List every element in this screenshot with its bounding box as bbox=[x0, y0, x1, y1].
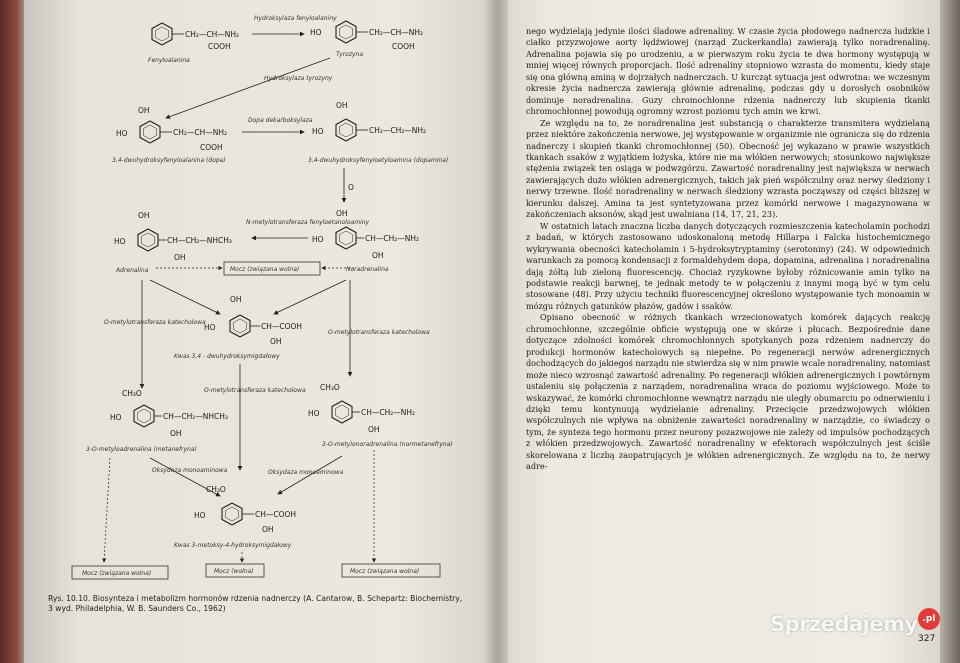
dopa-ho: HO bbox=[116, 129, 128, 138]
dhma-ho: HO bbox=[204, 323, 216, 332]
dhma-label: Kwas 3,4 - dwuhydroksymigdałowy bbox=[174, 353, 280, 360]
enzyme-comt-right: O-metylotransferaza katecholowa bbox=[328, 329, 430, 336]
noradrenaline-oh-chain: OH bbox=[372, 251, 384, 260]
vma-structure bbox=[174, 485, 296, 549]
enzyme-dopa-decarboxylase: Dopa dekarboksylaza bbox=[248, 117, 313, 124]
metanephrine-structure bbox=[86, 389, 228, 453]
normetanephrine-oh-chain: OH bbox=[368, 425, 380, 434]
adrenaline-label: Adrenalina bbox=[116, 267, 149, 274]
metanephrine-ho: HO bbox=[110, 413, 122, 422]
metanephrine-label: 3-O-metyloadrenalina (metanefryna) bbox=[86, 446, 197, 453]
vma-label: Kwas 3-metoksy-4-hydroksymigdałowy bbox=[174, 542, 292, 549]
tyrosine-label: Tyrozyna bbox=[336, 51, 364, 58]
metanephrine-oh-chain: OH bbox=[170, 429, 182, 438]
figure-caption: Rys. 10.10. Biosynteza i metabolizm hormonów rdzenia nadnerczy (A. Cantarow, B. Schepartz: Biochemistry, 3 wyd. Philadelphia, W. B. Saunders Co., 1962) bbox=[48, 594, 463, 613]
right-page-text bbox=[526, 26, 930, 473]
normetanephrine-chain: CH—CH₂—NH₂ bbox=[361, 408, 416, 417]
dopamine-label: 3,4-dwuhydroksyfenyloetyloamina (dopamina) bbox=[308, 157, 449, 164]
enzyme-mao-left: Oksydaza monoaminowa bbox=[152, 467, 228, 474]
enzyme-n-methyltransferase: N-metylotransferaza fenyloetanoloaminy bbox=[246, 219, 370, 226]
phenylalanine-cooh: COOH bbox=[208, 42, 231, 51]
dopa-structure bbox=[112, 106, 227, 164]
paragraph: Opisano obecność w różnych tkankach wrzecionowatych komórek dających reakcję chromochłonne, szczególnie obficie występują one w skórze i płucach. Bezpośrednie dane dotyczące zdolności komórek chromochłonnych spotykanych poza rdzeniem nadnerczy do produkcji hormonów katecholowych są niepełne. Po regeneracji nerwów adrenergicznych dochodzących do jakiegoś narządu nie stwierdza się w nim prawie wcale noradrenaliny, natomiast może nieco wzrosnąć zawartość adrenaliny. Po regeneracji włókien adrenergicznych i powtórnym ustaleniu się połączenia z narządem, noradrenalina wraca do poziomu wyjściowego. Może to wskazywać, że komórki chromochłonne wewnątrz narządu nie uległy obumarciu po odnerwieniu i dzięki temu kontynuują wydzielanie adrenaliny. Przecięcie przedzwojowych włókien współczulnych nie wpływa na obniżenie zawartości noradrenaliny w narządzie, co świadczy o tym, że synteza tego hormonu przez neurony pozazwojowe nie zależy od impulsów pochodzących z włókien przedzwojowych. Zawartość noradrenaliny w efektorach współczulnych jest ściśle skorelowana z liczbą zaopatrujących je włókien adrenergicznych. Ze względu na to, że nerwy adre- bbox=[526, 312, 930, 472]
adrenaline-oh-chain: OH bbox=[174, 253, 186, 262]
urine-box-center: Mocz (wolna) bbox=[214, 568, 254, 575]
dopamine-oh-top: OH bbox=[336, 101, 348, 110]
tyrosine-structure bbox=[310, 21, 423, 58]
normetanephrine-ch3o: CH₃O bbox=[320, 383, 340, 392]
paragraph: Ze względu na to, że noradrenalina jest substancją o charakterze transmitera wydzielaną przez niektóre zakończenia nerwowe, jej występowanie w organizmie nie ogranicza się do rdzenia nadnerczy i skupień tkanki chromochłonnej (50). Obecność jej wykazano w prawie wszystkich tkankach ssaków z wyjątkiem łożyska, które nie ma włókien nerwowych; stosunkowo największe stężenia związek ten osiąga w podwzgórzu. Zawartość noradrenaliny jest największa w nerwach zawierających dużo włókien adrenergicznych, takich jak pień współczulny oraz nerwy śledziony i nerwy trzewne. Ilość noradrenaliny w nerwach śledziony wzrasta począwszy od części bliższej w kierunku dalszej. Amina ta jest syntetyzowana przez komórki nerwowe i magazynowana w zakończeniach aksonów, skąd jest uwalniana (14, 17, 21, 23). bbox=[526, 117, 930, 220]
dopamine-chain: CH₂—CH₂—NH₂ bbox=[369, 126, 427, 135]
dhma-oh-chain: OH bbox=[270, 337, 282, 346]
tyrosine-chain: CH₂—CH—NH₂ bbox=[369, 28, 424, 37]
enzyme-mao-right: Oksydaza monoaminowa bbox=[268, 469, 344, 476]
urine-box-right: Mocz (związana wolna) bbox=[350, 568, 420, 575]
page-number: 327 bbox=[918, 634, 936, 644]
dopa-cooh: COOH bbox=[200, 143, 223, 152]
enzyme-comt-center: O-metylotransferaza katecholowa bbox=[204, 387, 306, 394]
paragraph: nego wydzielają jedynie ilości śladowe adrenaliny. W czasie życia płodowego nadnercza ludzkie i ciałko przyzwojowe aorty lędźwiowej (narząd Zuckerkandla) zawierają tylko noradrenalinę. Adrenalina pojawia się po urodzeniu, a w pierwszym roku życia te dwa hormony występują w mniej więcej równych proporcjach. Ilość adrenaliny stopniowo wzrasta do momentu, kiedy staje się ona główną aminą w dojrzałych nadnerczach. U kurcząt sytuacja jest odwrotna: we wczesnym okresie życia nadnercza zawierają głównie adrenalinę, podczas gdy u dorosłych osobników dominuje noradrenalina. Guzy chromochłonne rdzenia nadnerczy lub skupienia tkanki chromochłonnej powodują ogromny wzrost poziomu tych amin we krwi. bbox=[526, 26, 930, 117]
dopamine-structure bbox=[308, 101, 448, 164]
adrenaline-chain: CH—CH₂—NHCH₃ bbox=[167, 236, 232, 245]
enzyme-comt-left: O-metylotransferaza katecholowa bbox=[104, 319, 206, 326]
book-cover-edge-right bbox=[940, 0, 960, 663]
noradrenaline-chain: CH—CH₂—NH₂ bbox=[365, 234, 420, 243]
dhma-chain: CH—COOH bbox=[261, 322, 303, 331]
urine-box-left: Mocz (związana wolna) bbox=[82, 570, 152, 577]
vma-ch3o: CH₃O bbox=[206, 485, 226, 494]
enzyme-phenylalanine-hydroxylase: Hydroksylaza fenyloalaniny bbox=[254, 15, 337, 22]
hydroxylation-mark: O bbox=[348, 183, 354, 192]
dopa-label: 3,4-dwuhydroksyfenyloalanina (dopa) bbox=[112, 157, 226, 164]
phenylalanine-chain: CH₂—CH—NH₂ bbox=[185, 30, 240, 39]
watermark-logo bbox=[770, 612, 918, 636]
dhma-oh-top: OH bbox=[230, 295, 242, 304]
biosynthesis-diagram bbox=[24, 0, 486, 592]
dhma-structure bbox=[174, 295, 302, 360]
normetanephrine-label: 3-O-metylonoradrenalina (normetanefryna) bbox=[322, 441, 453, 448]
adrenaline-ho: HO bbox=[114, 237, 126, 246]
tyrosine-ho: HO bbox=[310, 28, 322, 37]
adrenaline-structure bbox=[114, 211, 232, 274]
vma-oh-chain: OH bbox=[262, 525, 274, 534]
vma-chain: CH—COOH bbox=[255, 510, 297, 519]
dopa-oh-top: OH bbox=[138, 106, 150, 115]
phenylalanine-structure bbox=[148, 23, 239, 64]
normetanephrine-structure bbox=[308, 383, 453, 448]
paragraph: W ostatnich latach znaczna liczba danych dotyczących rozmieszczenia katecholamin pochodzi z badań, w których zastosowano udoskonaloną metodę Hillarpa i Falcka histochemicznego wykrywania obecności katecholamin i 5-hydroksytryptaminy (serotoniny) (24). W odpowiednich warunkach za pomocą kondensacji z formaldehydem dopa, dopamina, adrenalina i noradrenalina dają żółtą lub zieloną fluorescencję. Chociaż ryzykowne byłoby różnicowanie amin tylko na podstawie reakcji barwnej, te jednak metody te w połączeniu z innymi mogą być w tym celu stosowane (48). Przy użyciu techniki fluorescencyjnej określono występowanie tych monoamin w mózgu różnych gatunków płazów, gadów i ssaków. bbox=[526, 220, 930, 311]
metanephrine-chain: CH—CH₂—NHCH₃ bbox=[163, 412, 228, 421]
urine-box-middle: Mocz (związana wolna) bbox=[230, 266, 300, 273]
watermark-badge: .pl bbox=[918, 608, 940, 630]
dopamine-ho: HO bbox=[312, 127, 324, 136]
enzyme-tyrosine-hydroxylase: Hydroksylaza tyrozyny bbox=[264, 75, 333, 82]
normetanephrine-ho: HO bbox=[308, 409, 320, 418]
adrenaline-oh-top: OH bbox=[138, 211, 150, 220]
noradrenaline-ho: HO bbox=[312, 235, 324, 244]
tyrosine-cooh: COOH bbox=[392, 42, 415, 51]
dopa-chain: CH₂—CH—NH₂ bbox=[173, 128, 228, 137]
noradrenaline-oh-top: OH bbox=[336, 209, 348, 218]
metanephrine-ch3o: CH₃O bbox=[122, 389, 142, 398]
vma-ho: HO bbox=[194, 511, 206, 520]
noradrenaline-label: Noradrenalina bbox=[346, 266, 389, 273]
watermark-text: Sprzedajemy bbox=[770, 612, 918, 636]
phenylalanine-label: Fenyloalanina bbox=[148, 57, 190, 64]
